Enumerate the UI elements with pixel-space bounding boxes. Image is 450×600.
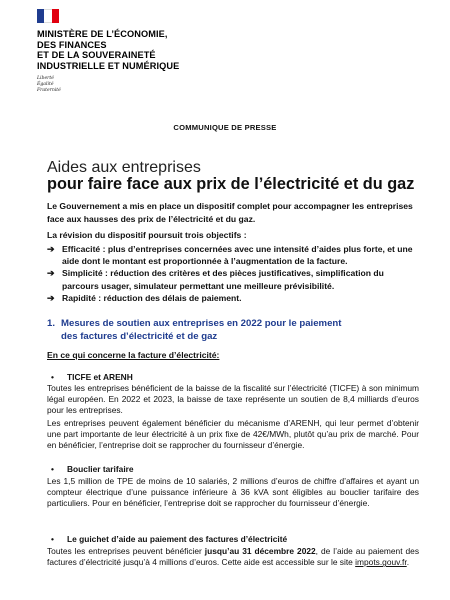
intro-paragraph: Le Gouvernement a mis en place un dispositif complet pour accompagner les entreprises face aux hausses des prix de l’électricité et du gaz. — [47, 201, 413, 224]
guichet-text-start: Toutes les entreprises peuvent bénéficier — [47, 546, 205, 556]
objective-item — [47, 292, 419, 304]
guichet-text-end: . — [406, 557, 410, 568]
objective-term: Efficacité : — [62, 244, 106, 254]
objective-item — [47, 267, 419, 291]
bullet-dot-icon: • — [51, 372, 54, 382]
ministry-header — [37, 9, 179, 93]
objective-term: Rapidité : — [62, 292, 102, 303]
arrow-right-icon: ➔ — [47, 292, 55, 303]
guichet-heading-text: Le guichet d’aide au paiement des factures d’électricité — [67, 534, 288, 544]
impots-gouv-link[interactable]: impots.gouv.fr — [355, 557, 407, 568]
bouclier-paragraph: Les 1,5 million de TPE de moins de 10 salariés, 2 millions d’euros de chiffre d’affaires et ayant un compteur électrique d’une puissance inférieure à 36 kVA sont éligibles au bouclier tarifaire des particuliers. Pour en bénéficier, l’entreprise doit se rapprocher du fournisseur d’énergie. — [47, 476, 419, 509]
ticfe-heading-text: TICFE et ARENH — [67, 372, 133, 382]
section-1-heading — [47, 318, 419, 344]
objective-term: Simplicité : — [62, 268, 108, 279]
press-release-label: COMMUNIQUE DE PRESSE — [173, 123, 277, 132]
objective-item — [47, 243, 419, 267]
bullet-dot-icon: • — [51, 464, 54, 474]
bullet-dot-icon: • — [51, 534, 54, 544]
section-title-line-1: Mesures de soutien aux entreprises en 2022 pour le paiement — [61, 318, 342, 329]
ministry-name: MINISTÈRE DE L’ÉCONOMIE, DES FINANCES ET DE LA SOUVERAINETÉ INDUSTRIELLE ET NUMÉRIQUE — [37, 29, 180, 71]
ticfe-paragraph-2: Les entreprises peuvent également bénéficier du mécanisme d’ARENH, qui leur permet d’obtenir une part importante de leur électricité à un prix fixe de 42€/MWh, plutôt qu’au prix de marché. Pour en bénéficier, l’entreprise doit se rapprocher du fournisseur d’énergie. — [47, 418, 419, 451]
arrow-right-icon: ➔ — [47, 268, 55, 279]
objective-text: plus d’entreprises concernées avec une intensité d’aides plus forte, et une aide dont le montant est proportionnée à l’augmentation de la facture. — [62, 244, 413, 267]
objectives-intro: La révision du dispositif poursuit trois objectifs : — [47, 230, 247, 240]
electricity-subheading: En ce qui concerne la facture d’électricité: — [47, 350, 220, 360]
objectives-list — [47, 243, 419, 304]
bouclier-heading-text: Bouclier tarifaire — [67, 464, 134, 474]
title-line-1: Aides aux entreprises — [47, 159, 201, 176]
section-number: 1. — [47, 318, 56, 329]
guichet-deadline: jusqu’au 31 décembre 2022 — [204, 546, 316, 556]
objective-text: réduction des critères et des pièces justificatives, simplification du parcours usager, simulateur permettant une meilleure prévisibilité. — [62, 268, 384, 291]
republic-motto: Liberté Égalité Fraternité — [37, 76, 61, 93]
ticfe-heading — [47, 372, 133, 382]
objective-text: réduction des délais de paiement. — [101, 292, 242, 303]
marianne-flag-logo — [37, 9, 59, 23]
guichet-text-middle: , de l’aide au paiement des factures d’électricité jusqu’à 4 millions d’euros. Cette aide est accessible sur le site — [47, 546, 420, 568]
ticfe-paragraph-1: Toutes les entreprises bénéficient de la baisse de la fiscalité sur l’électricité (TICFE) à son minimum légal européen. En 2022 et 2023, la baisse de taxe représente un soutien de 8,4 milliards d’euros pour les entreprises. — [47, 383, 419, 416]
guichet-heading — [47, 534, 287, 544]
guichet-paragraph — [47, 546, 419, 568]
arrow-right-icon: ➔ — [47, 244, 55, 254]
bouclier-heading — [47, 464, 134, 474]
section-title-line-2: des factures d’électricité et de gaz — [61, 330, 218, 342]
title-line-2: pour faire face aux prix de l’électricité et du gaz — [47, 175, 415, 193]
